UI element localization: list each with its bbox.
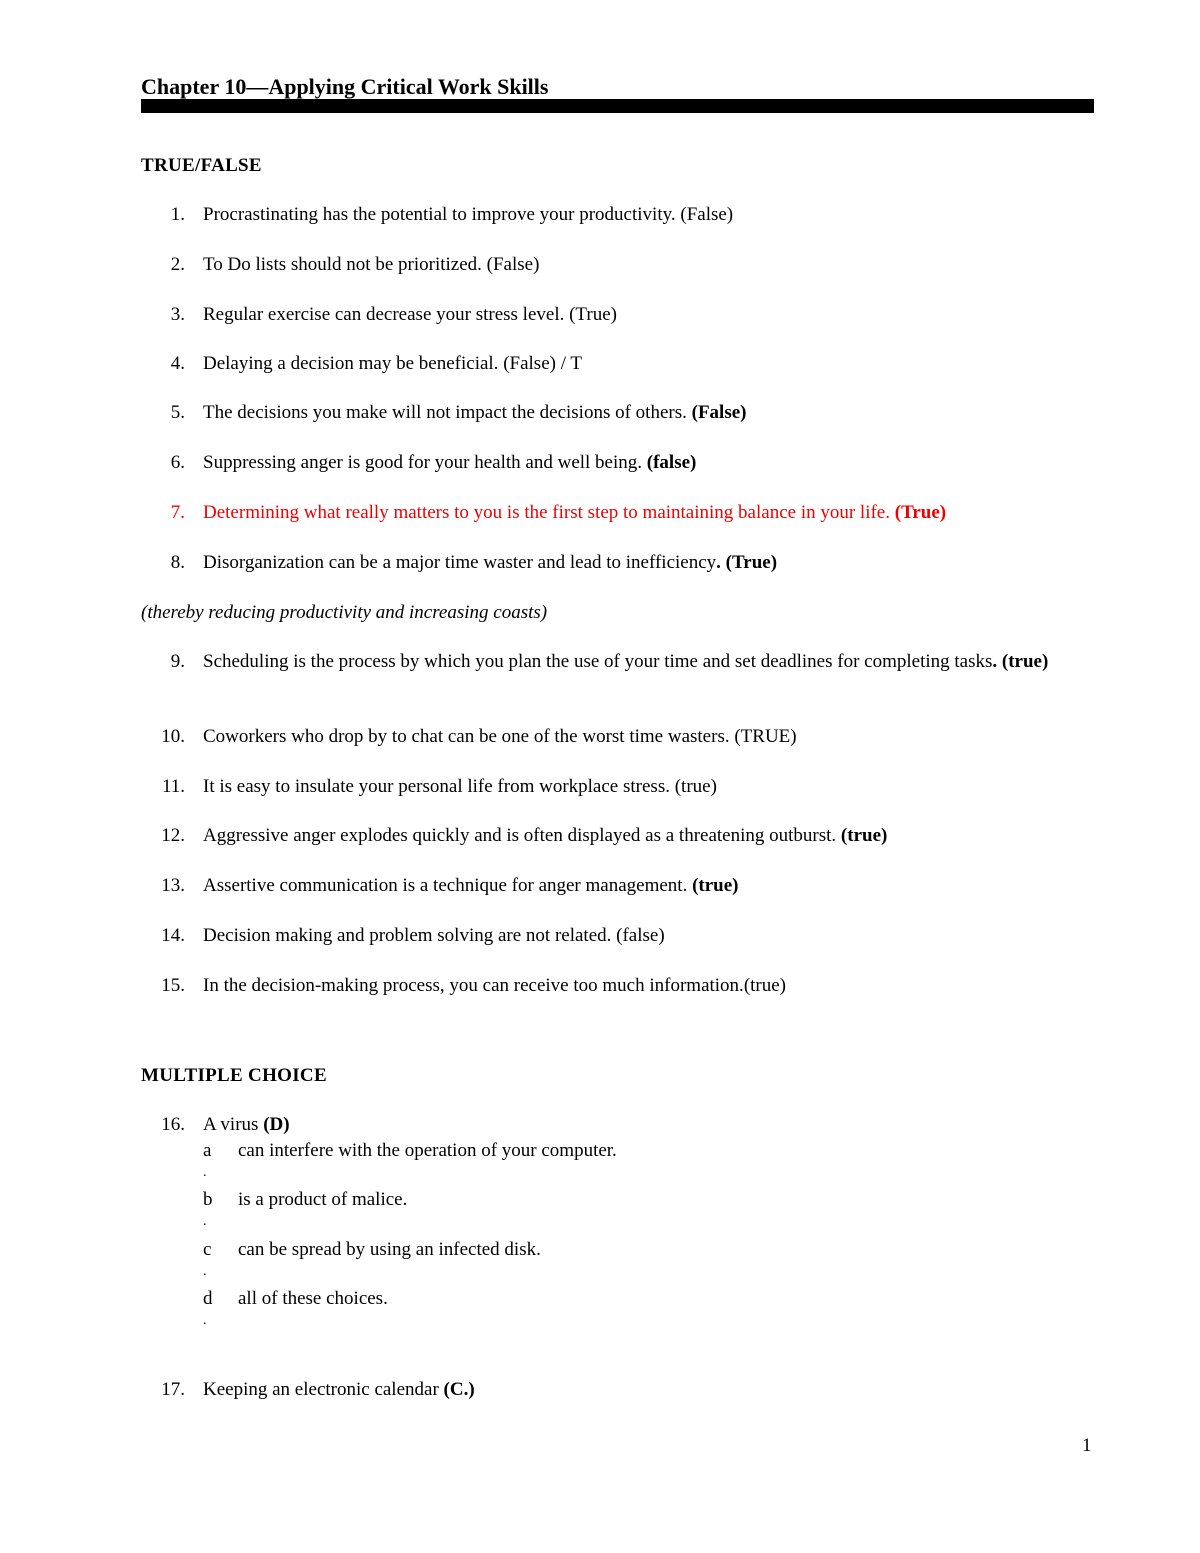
title-rule: [141, 99, 1094, 113]
question-number: 12.: [161, 825, 185, 846]
question-text: It is easy to insulate your personal life from workplace stress. (true): [203, 776, 717, 797]
question-text: Suppressing anger is good for your health and well being. (false): [203, 452, 697, 473]
answer: (false): [616, 925, 665, 946]
question-text: Procrastinating has the potential to improve your productivity. (False): [203, 204, 734, 225]
answer: (False): [486, 254, 540, 275]
question-number: 9.: [170, 651, 185, 672]
question-text: Determining what really matters to you is the first step to maintaining balance in your life. (True): [203, 502, 947, 523]
answer: . (true): [992, 651, 1049, 672]
answer: (True): [894, 502, 947, 523]
option-letter: a: [203, 1140, 212, 1161]
question-text: Assertive communication is a technique for anger management. (true): [203, 875, 739, 896]
option-dot: .: [203, 1214, 207, 1229]
question-number: 3.: [170, 304, 185, 325]
question-number: 6.: [170, 452, 185, 473]
question-number: 7.: [170, 502, 185, 523]
question-text: Aggressive anger explodes quickly and is often displayed as a threatening outburst. (true): [203, 825, 888, 846]
answer: . (True): [716, 552, 778, 573]
question-number: 11.: [161, 776, 185, 797]
question-text: The decisions you make will not impact the decisions of others. (False): [203, 402, 747, 423]
question-number: 13.: [161, 875, 185, 896]
question-text: Decision making and problem solving are not related. (false): [203, 925, 665, 946]
question-number: 8.: [170, 552, 185, 573]
option-letter: d: [203, 1288, 213, 1309]
question-text: Delaying a decision may be beneficial. (False) / T: [203, 353, 582, 374]
answer: (D): [263, 1114, 290, 1135]
option-text: is a product of malice.: [238, 1189, 408, 1210]
option-dot: .: [203, 1165, 207, 1180]
question-text: Coworkers who drop by to chat can be one of the worst time wasters. (TRUE): [203, 726, 797, 747]
answer: (false): [646, 452, 697, 473]
question-text: Disorganization can be a major time waster and lead to inefficiency. (True): [203, 552, 778, 573]
question-number: 2.: [170, 254, 185, 275]
true-false-heading: TRUE/FALSE: [141, 155, 262, 176]
option-letter: b: [203, 1189, 213, 1210]
option-text: all of these choices.: [238, 1288, 388, 1309]
page-title: Chapter 10—Applying Critical Work Skills: [141, 74, 549, 99]
question-text: Regular exercise can decrease your stress level. (True): [203, 304, 617, 325]
option-letter: c: [203, 1239, 212, 1260]
question-text: Keeping an electronic calendar (C.): [203, 1379, 475, 1400]
answer: (True): [569, 304, 617, 325]
option-dot: .: [203, 1264, 207, 1279]
answer: (true): [692, 875, 739, 896]
answer: (true): [840, 825, 888, 846]
option-dot: .: [203, 1313, 207, 1328]
question-number: 17.: [161, 1379, 185, 1400]
answer: (true): [743, 975, 787, 996]
question-text: In the decision-making process, you can receive too much information.(true): [203, 975, 787, 996]
question-text: Scheduling is the process by which you plan the use of your time and set deadlines for completing tasks. (true): [203, 651, 1049, 672]
answer: (TRUE): [734, 726, 797, 747]
answer: (False): [691, 402, 747, 423]
multiple-choice-heading: MULTIPLE CHOICE: [141, 1065, 327, 1086]
question-number: 4.: [170, 353, 185, 374]
question-number: 5.: [170, 402, 185, 423]
page-number: 1: [1082, 1435, 1092, 1456]
question-text: To Do lists should not be prioritized. (False): [203, 254, 540, 275]
option-text: can be spread by using an infected disk.: [238, 1239, 541, 1260]
question-number: 14.: [161, 925, 185, 946]
question-number: 1.: [170, 204, 185, 225]
answer: (C.): [443, 1379, 475, 1400]
question-number: 16.: [161, 1114, 185, 1135]
question-number: 15.: [161, 975, 185, 996]
italic-note: (thereby reducing productivity and increasing coasts): [141, 602, 548, 623]
answer: (true): [674, 776, 717, 797]
option-text: can interfere with the operation of your computer.: [238, 1140, 617, 1161]
answer: (False) / T: [503, 353, 582, 374]
question-text: A virus (D): [203, 1114, 290, 1135]
answer: (False): [680, 204, 734, 225]
question-number: 10.: [161, 726, 185, 747]
